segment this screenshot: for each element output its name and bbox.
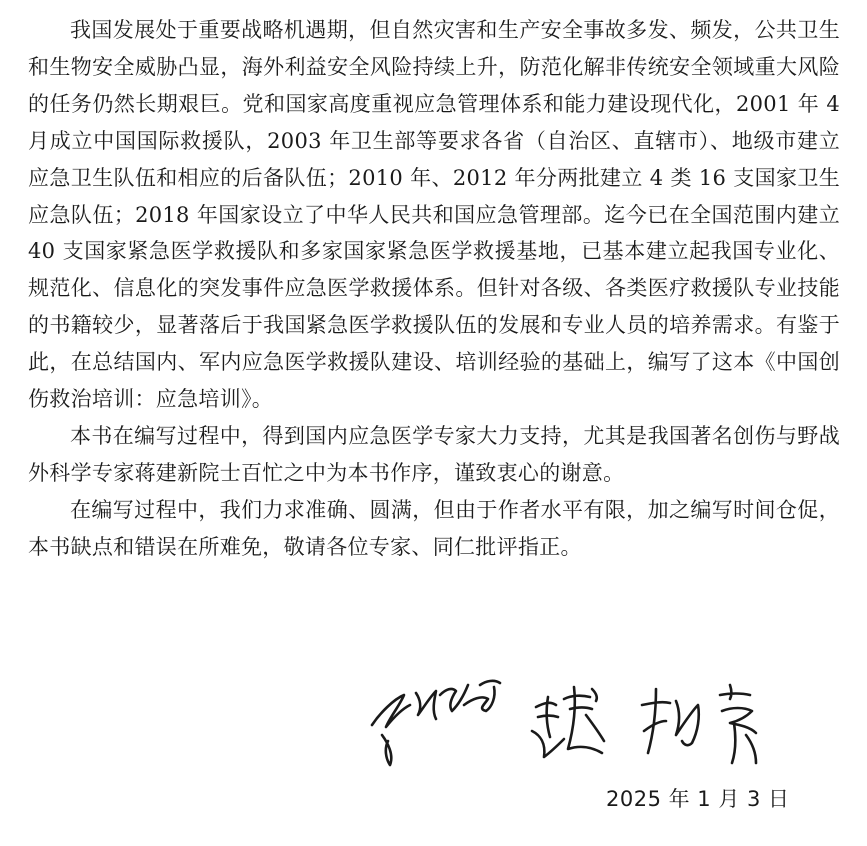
handwritten-signatures-image — [360, 665, 800, 775]
signature-1 — [372, 681, 500, 765]
preface-date: 2025 年 1 月 3 日 — [606, 787, 790, 811]
paragraph-2: 本书在编写过程中，得到国内应急医学专家大力支持，尤其是我国著名创伤与野战外科学专家蒋建新院士百忙之中为本书作序，谨致衷心的谢意。 — [28, 423, 840, 485]
signature-3 — [642, 685, 756, 763]
signature-2 — [532, 687, 604, 757]
paragraph-1: 我国发展处于重要战略机遇期，但自然灾害和生产安全事故多发、频发，公共卫生和生物安全威胁凸显，海外利益安全风险持续上升，防范化解非传统安全领域重大风险的任务仍然长期艰巨。党和国家高度重视应急管理体系和能力建设现代化，2001 年 4 月成立中国国际救援队，2003 年卫生部等要求各省（自治区、直辖市）、地级市建立应急卫生队伍和相应的后备队伍；2010 年、2012 年分两批建立 4 类 16 支国家卫生应急队伍；2018 年国家设立了中华人民共和国应急管理部。迄今已在全国范围内建立 40 支国家紧急医学救援队和多家国家紧急医学救援基地，已基本建立起我国专业化、规范化、信息化的突发事件应急医学救援体系。但针对各级、各类医疗救援队专业技能的书籍较少，显著落后于我国紧急医学救援队伍的发展和专业人员的培养需求。有鉴于此，在总结国内、军内应急医学救援队建设、培训经验的基础上，编写了这本《中国创伤救治培训：应急培训》。 — [28, 18, 840, 412]
preface-body — [28, 12, 840, 566]
signatures — [360, 665, 800, 775]
paragraph-3: 在编写过程中，我们力求准确、圆满，但由于作者水平有限，加之编写时间仓促，本书缺点和错误在所难免，敬请各位专家、同仁批评指正。 — [28, 497, 840, 559]
